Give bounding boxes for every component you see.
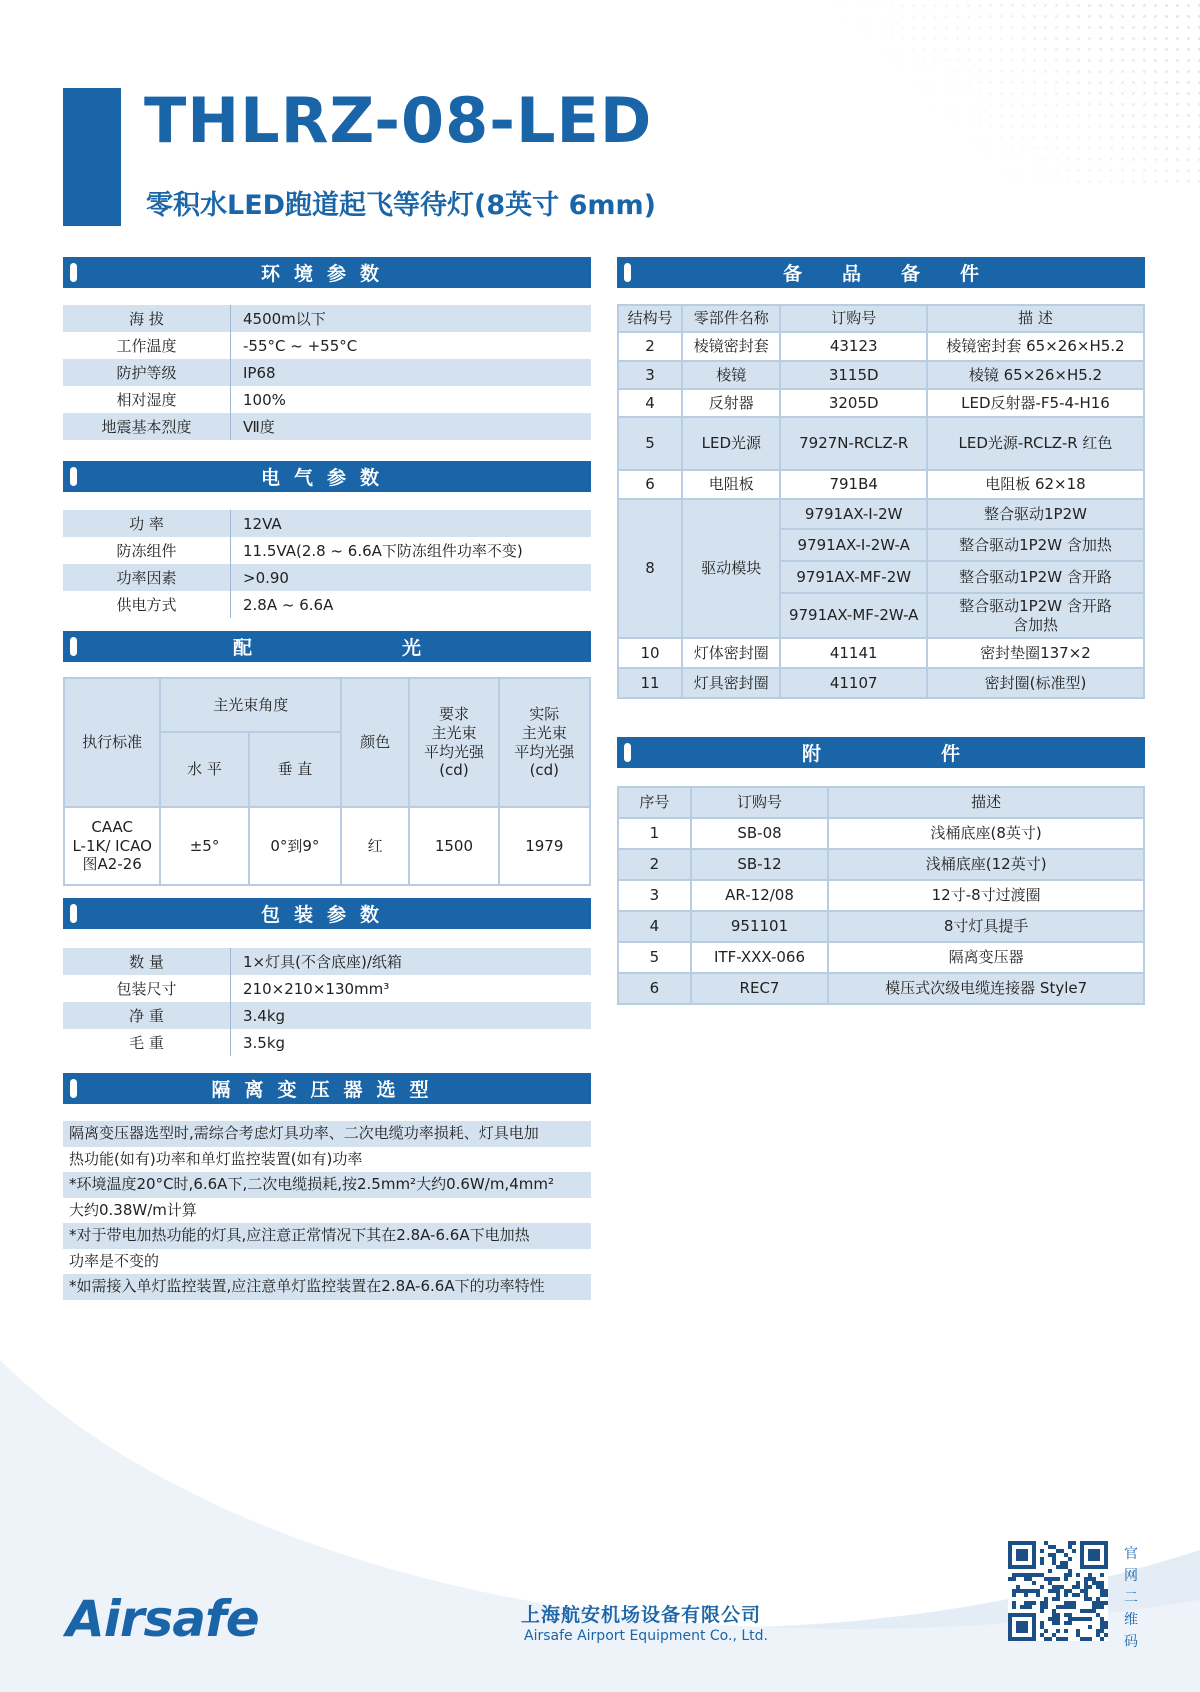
spares-cell-no: 4: [618, 389, 682, 417]
pack-param-row: [63, 1002, 591, 1029]
param-label: 防冻组件: [63, 537, 231, 564]
spares-cell-code: 9791AX-MF-2W-A: [780, 593, 926, 638]
spares-cell-desc: 电阻板 62×18: [927, 470, 1144, 499]
spares-row: [618, 638, 1144, 668]
accessories-header-cell: 订购号: [691, 787, 829, 818]
spares-cell-desc: 密封垫圈137×2: [927, 638, 1144, 668]
spares-cell-no: 6: [618, 470, 682, 499]
spares-cell-no: 5: [618, 417, 682, 470]
title-accent-bar: [63, 88, 121, 226]
spares-cell-code: 41107: [780, 668, 926, 698]
elec-param-row: [63, 510, 591, 537]
accessories-row: [618, 942, 1144, 973]
spares-cell-no: 11: [618, 668, 682, 698]
optics-header-beam: 主光束角度: [160, 678, 341, 732]
param-value: 3.5kg: [243, 1033, 286, 1052]
spares-header-cell: 结构号: [618, 305, 682, 332]
accessories-row: [618, 911, 1144, 942]
spares-cell-desc: 密封圈(标准型): [927, 668, 1144, 698]
spares-cell-name: 灯体密封圈: [682, 638, 780, 668]
optics-cell-standard: CAAC L-1K/ ICAO 图A2-26: [64, 807, 160, 885]
elec-params-table: [63, 510, 591, 618]
spares-row: [618, 361, 1144, 389]
accessories-cell-desc: 12寸-8寸过渡圈: [828, 880, 1144, 911]
spares-cell-no: 2: [618, 332, 682, 361]
spares-cell-code: 7927N-RCLZ-R: [780, 417, 926, 470]
param-label: 毛 重: [63, 1029, 231, 1056]
product-model-title: THLRZ-08-LED: [144, 84, 653, 157]
param-value: 210×210×130mm³: [243, 979, 390, 998]
param-label: 包装尺寸: [63, 975, 231, 1002]
product-subtitle: 零积水LED跑道起飞等待灯(8英寸 6mm): [146, 190, 656, 221]
accessories-cell-desc: 浅桶底座(12英寸): [828, 849, 1144, 880]
spares-cell-desc: 整合驱动1P2W: [927, 499, 1144, 529]
spares-header-cell: 订购号: [780, 305, 926, 332]
env-params-table: [63, 305, 591, 440]
optics-cell-color: 红: [341, 807, 409, 885]
param-value: 2.8A ~ 6.6A: [243, 595, 334, 614]
accessories-header-cell: 描述: [828, 787, 1144, 818]
decorative-dot-pattern: [820, 0, 1200, 190]
qr-code-label: 官 网 二 维 码: [1124, 1546, 1138, 1650]
spares-cell-name: 电阻板: [682, 470, 780, 499]
spares-cell-code: 41141: [780, 638, 926, 668]
accessories-cell-no: 2: [618, 849, 691, 880]
param-label: 防护等级: [63, 359, 231, 386]
spares-cell-name: LED光源: [682, 417, 780, 470]
transformer-note-line: 热功能(如有)功率和单灯监控装置(如有)功率: [69, 1149, 363, 1168]
spares-cell-name: 反射器: [682, 389, 780, 417]
elec-param-row: [63, 591, 591, 618]
spares-cell-name: 棱镜: [682, 361, 780, 389]
spares-row: [618, 668, 1144, 698]
spares-cell-name: 灯具密封圈: [682, 668, 780, 698]
section-optics-header: 配光: [63, 631, 591, 662]
env-param-row: [63, 386, 591, 413]
accessories-header-cell: 序号: [618, 787, 691, 818]
param-label: 相对湿度: [63, 386, 231, 413]
spares-row: [618, 499, 1144, 529]
spares-row: [618, 417, 1144, 470]
pack-params-table: [63, 948, 591, 1056]
optics-header-horizontal: 水 平: [160, 732, 248, 807]
param-value: >0.90: [243, 568, 289, 587]
transformer-note-line: *环境温度20°C时,6.6A下,二次电缆损耗,按2.5mm²大约0.6W/m,4mm²: [63, 1172, 591, 1198]
param-label: 供电方式: [63, 591, 231, 618]
accessories-cell-code: REC7: [691, 973, 829, 1004]
spares-cell-code: 791B4: [780, 470, 926, 499]
optics-cell-horizontal: ±5°: [160, 807, 248, 885]
accessories-cell-desc: 模压式次级电缆连接器 Style7: [828, 973, 1144, 1004]
company-name-cn: 上海航安机场设备有限公司: [521, 1604, 762, 1626]
env-param-row: [63, 332, 591, 359]
env-param-row: [63, 305, 591, 332]
airsafe-logo: Airsafe: [66, 1590, 259, 1648]
accessories-cell-code: ITF-XXX-066: [691, 942, 829, 973]
section-elec-header: 电气参数: [63, 461, 591, 492]
accessories-cell-desc: 隔离变压器: [828, 942, 1144, 973]
spares-row: [618, 332, 1144, 361]
spares-cell-code: 9791AX-I-2W-A: [780, 529, 926, 561]
transformer-note-line: *对于带电加热功能的灯具,应注意正常情况下其在2.8A-6.6A下电加热: [63, 1223, 591, 1249]
env-param-row: [63, 359, 591, 386]
optics-cell-vertical: 0°到9°: [249, 807, 341, 885]
param-value: 3.4kg: [243, 1006, 286, 1025]
pack-param-row: [63, 948, 591, 975]
optics-header-standard: 执行标准: [64, 678, 160, 807]
accessories-cell-no: 4: [618, 911, 691, 942]
accessories-cell-desc: 8寸灯具提手: [828, 911, 1144, 942]
qr-code-icon[interactable]: [1008, 1541, 1108, 1641]
optics-table: [63, 677, 591, 886]
section-accessories-header: 附件: [617, 737, 1145, 768]
param-value: 4500m以下: [243, 310, 326, 328]
section-spares-header: 备品备件: [617, 257, 1145, 288]
param-value: 100%: [243, 390, 286, 409]
optics-header-required: 要求 主光束 平均光强 (cd): [409, 678, 498, 807]
spares-cell-desc: LED光源-RCLZ-R 红色: [927, 417, 1144, 470]
pack-param-row: [63, 975, 591, 1002]
param-value: -55°C ~ +55°C: [243, 336, 358, 355]
param-label: 数 量: [63, 948, 231, 975]
spares-cell-no: 10: [618, 638, 682, 668]
param-value: IP68: [243, 363, 276, 382]
transformer-note-line: 隔离变压器选型时,需综合考虑灯具功率、二次电缆功率损耗、灯具电加: [63, 1121, 591, 1147]
param-label: 净 重: [63, 1002, 231, 1029]
spares-cell-name: 驱动模块: [682, 499, 780, 638]
accessories-cell-no: 3: [618, 880, 691, 911]
spares-cell-desc: 棱镜密封套 65×26×H5.2: [927, 332, 1144, 361]
spares-cell-name: 棱镜密封套: [682, 332, 780, 361]
param-value: 11.5VA(2.8 ~ 6.6A下防冻组件功率不变): [243, 542, 523, 560]
transformer-note-line: *如需接入单灯监控装置,应注意单灯监控装置在2.8A-6.6A下的功率特性: [63, 1274, 591, 1300]
spares-cell-desc: 棱镜 65×26×H5.2: [927, 361, 1144, 389]
transformer-note-line: 大约0.38W/m计算: [69, 1200, 197, 1219]
accessories-cell-code: SB-08: [691, 818, 829, 849]
spares-header-cell: 描 述: [927, 305, 1144, 332]
elec-param-row: [63, 564, 591, 591]
accessories-cell-code: 951101: [691, 911, 829, 942]
spares-cell-code: 3205D: [780, 389, 926, 417]
spares-row: [618, 389, 1144, 417]
accessories-cell-no: 5: [618, 942, 691, 973]
pack-param-row: [63, 1029, 591, 1056]
spares-header-cell: 零部件名称: [682, 305, 780, 332]
spares-cell-no: 3: [618, 361, 682, 389]
param-label: 功 率: [63, 510, 231, 537]
spares-cell-code: 43123: [780, 332, 926, 361]
spares-cell-desc: 整合驱动1P2W 含加热: [927, 529, 1144, 561]
elec-param-row: [63, 537, 591, 564]
optics-cell-required: 1500: [409, 807, 498, 885]
transformer-notes: [63, 1121, 591, 1300]
accessories-cell-code: SB-12: [691, 849, 829, 880]
transformer-note-line: 功率是不变的: [69, 1251, 160, 1270]
spares-cell-code: 3115D: [780, 361, 926, 389]
optics-header-color: 颜色: [341, 678, 409, 807]
accessories-row: [618, 880, 1144, 911]
section-transformer-header: 隔离变压器选型: [63, 1073, 591, 1104]
accessories-row: [618, 849, 1144, 880]
env-param-row: [63, 413, 591, 440]
optics-header-vertical: 垂 直: [249, 732, 341, 807]
spares-cell-desc: 整合驱动1P2W 含开路 含加热: [927, 593, 1144, 638]
param-label: 功率因素: [63, 564, 231, 591]
param-label: 地震基本烈度: [63, 413, 231, 440]
accessories-table: [617, 786, 1145, 1005]
spares-cell-code: 9791AX-I-2W: [780, 499, 926, 529]
accessories-cell-desc: 浅桶底座(8英寸): [828, 818, 1144, 849]
param-value: 1×灯具(不含底座)/纸箱: [243, 953, 402, 971]
company-name-en: Airsafe Airport Equipment Co., Ltd.: [524, 1628, 768, 1644]
optics-header-actual: 实际 主光束 平均光强 (cd): [499, 678, 590, 807]
section-env-header: 环境参数: [63, 257, 591, 288]
accessories-cell-no: 1: [618, 818, 691, 849]
accessories-cell-code: AR-12/08: [691, 880, 829, 911]
spares-cell-desc: LED反射器-F5-4-H16: [927, 389, 1144, 417]
spares-table: [617, 304, 1145, 699]
param-label: 海 拔: [63, 305, 231, 332]
accessories-row: [618, 818, 1144, 849]
spares-cell-no: 8: [618, 499, 682, 638]
param-label: 工作温度: [63, 332, 231, 359]
spares-cell-code: 9791AX-MF-2W: [780, 561, 926, 593]
optics-cell-actual: 1979: [499, 807, 590, 885]
spares-cell-desc: 整合驱动1P2W 含开路: [927, 561, 1144, 593]
param-value: 12VA: [243, 514, 282, 533]
accessories-cell-no: 6: [618, 973, 691, 1004]
spares-row: [618, 470, 1144, 499]
accessories-row: [618, 973, 1144, 1004]
section-pack-header: 包装参数: [63, 898, 591, 929]
param-value: Ⅶ度: [243, 418, 275, 436]
